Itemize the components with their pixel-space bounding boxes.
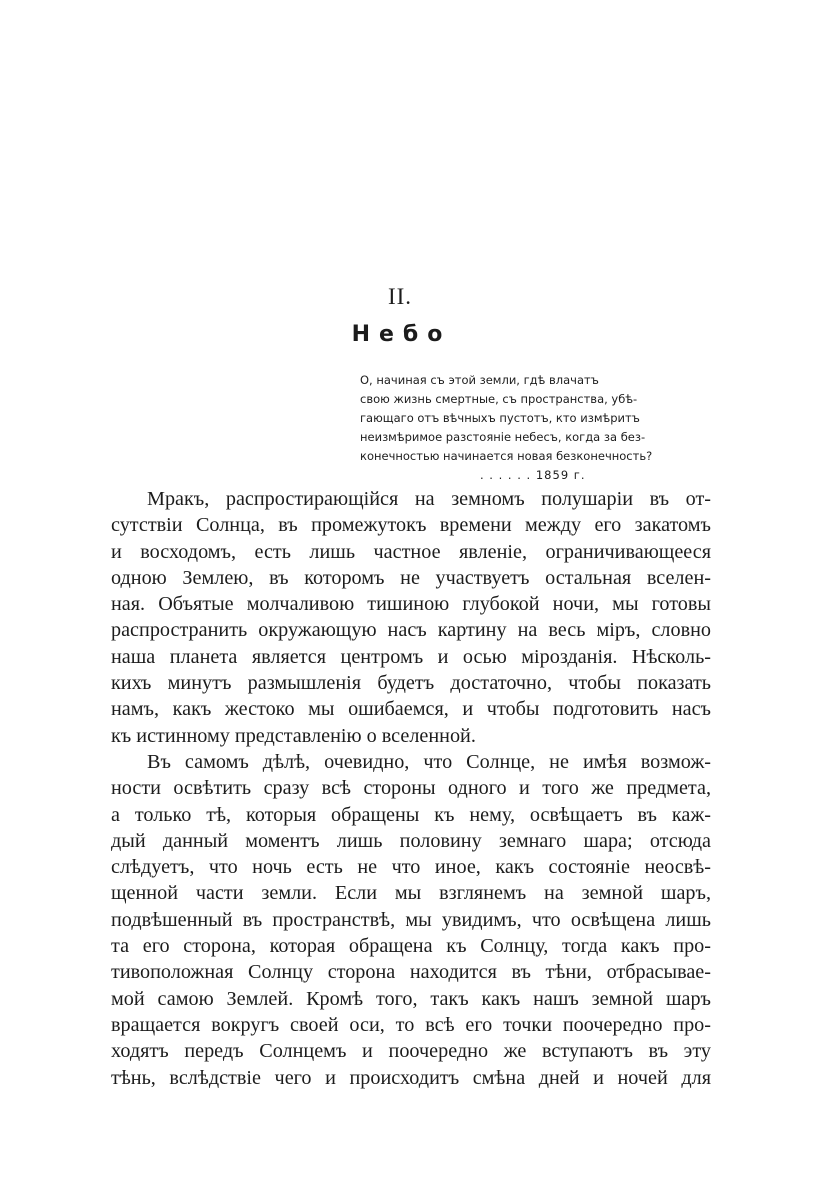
text-line: распространить окружающую насъ картину на весь міръ, словно — [111, 619, 711, 642]
chapter-number: II. — [387, 284, 413, 309]
text-line: Мракъ, распростирающійся на земномъ полушаріи въ от- — [147, 488, 711, 510]
text-line: подвѣшенный въ пространствѣ, мы увидимъ, что освѣщена лишь — [111, 908, 711, 931]
body-text — [111, 486, 711, 1091]
text-line: ности освѣтить сразу всѣ стороны одного и того же предмета, — [111, 777, 711, 800]
epigraph — [360, 371, 705, 485]
paragraph-2 — [111, 749, 711, 1091]
text-line: та его сторона, которая обращена къ Солнцу, тогда какъ про- — [111, 935, 711, 958]
text-line: къ истинному представленію о вселенной. — [111, 724, 476, 747]
epigraph-line: гающаго отъ вѣчныхъ пустотъ, кто измѣритъ — [360, 411, 640, 425]
text-line: слѣдуетъ, что ночь есть не что иное, какъ состояніе неосвѣ- — [111, 856, 711, 879]
text-line: одною Землею, въ которомъ не участвуетъ остальная вселен- — [111, 566, 711, 589]
paragraph-1 — [111, 486, 711, 749]
chapter-title: Небо — [351, 322, 452, 347]
text-line: вращается вокругъ своей оси, то всѣ его точки поочередно про- — [111, 1013, 711, 1036]
text-line: наша планета является центромъ и осью мірозданія. Нѣсколь- — [111, 645, 711, 668]
epigraph-line: свою жизнь смертные, съ пространства, убѣ- — [360, 392, 638, 406]
epigraph-line: О, начиная съ этой земли, гдѣ влачатъ — [360, 373, 599, 387]
text-line: мой самою Землей. Кромѣ того, такъ какъ нашъ земной шаръ — [111, 987, 711, 1010]
text-line: кихъ минутъ размышленія будетъ достаточно, чтобы показать — [111, 672, 711, 695]
text-line: тивоположная Солнцу сторона находится въ тѣни, отбрасывае- — [111, 961, 711, 984]
text-line: намъ, какъ жестоко мы ошибаемся, и чтобы подготовить насъ — [111, 698, 711, 721]
epigraph-line: конечностью начинается новая безконечность? — [360, 449, 653, 463]
text-line: и восходомъ, есть лишь частное явленіе, ограничивающееся — [111, 540, 711, 563]
text-line: ная. Объятые молчаливою тишиною глубокой ночи, мы готовы — [111, 593, 711, 616]
epigraph-line: неизмѣримое разстояніе небесъ, когда за без- — [360, 430, 646, 444]
text-line: дый данный моментъ лишь половину земнаго шара; отсюда — [111, 829, 711, 852]
text-line: щенной части земли. Если мы взглянемъ на земной шаръ, — [111, 882, 711, 905]
epigraph-source: . . . . . . 1859 г. — [480, 468, 586, 482]
text-line: Въ самомъ дѣлѣ, очевидно, что Солнце, не имѣя возмож- — [147, 750, 711, 773]
text-line: тѣнь, вслѣдствіе чего и происходитъ смѣна дней и ночей для — [111, 1066, 711, 1089]
text-line: сутствіи Солнца, въ промежутокъ времени между его закатомъ — [111, 514, 711, 537]
text-line: ходятъ передъ Солнцемъ и поочередно же вступаютъ въ эту — [111, 1040, 711, 1063]
text-line: а только тѣ, которыя обращены къ нему, освѣщаетъ въ каж- — [111, 803, 711, 826]
